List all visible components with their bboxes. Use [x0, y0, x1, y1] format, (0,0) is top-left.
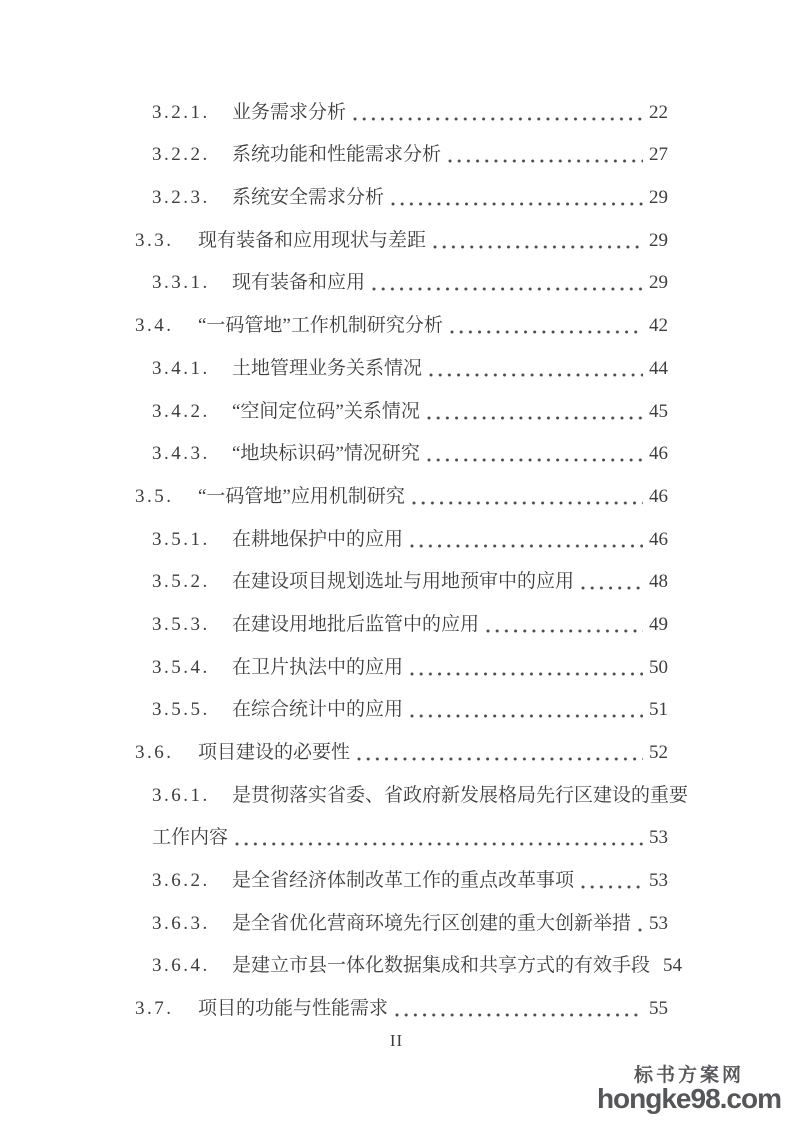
toc-entry-number: 3.6.4. — [152, 955, 210, 977]
toc-entry-title: 土地管理业务关系情况 — [232, 357, 423, 379]
toc-entry-page-number: 46 — [649, 485, 668, 507]
toc-entry — [135, 253, 668, 296]
toc-entry — [135, 936, 683, 979]
toc-entry-number: 3.5.3. — [152, 613, 210, 635]
toc-entry-page-number: 54 — [663, 955, 683, 977]
toc-entry-number: 3.6.2. — [152, 870, 210, 892]
toc-entry-title: “空间定位码”关系情况 — [232, 400, 420, 422]
toc-entry-title: 现有装备和应用 — [232, 272, 366, 294]
toc-entry-page-number: 29 — [649, 272, 668, 294]
toc-entry — [135, 82, 668, 125]
toc-entry-number: 3.4.3. — [152, 443, 210, 465]
toc-entry-page-number: 22 — [649, 101, 668, 123]
toc-entry-title: 业务需求分析 — [232, 101, 347, 123]
toc-entry-page-number: 45 — [649, 400, 668, 422]
toc-entry — [135, 509, 668, 552]
toc-entry-title: 系统功能和性能需求分析 — [232, 144, 442, 166]
watermark-site-name: 标书方案网 — [633, 1065, 744, 1087]
toc-entry — [135, 381, 668, 424]
toc-dot-leader — [357, 756, 643, 762]
toc-entry-continuation — [135, 808, 668, 851]
toc-entry-number: 3.5.5. — [152, 699, 210, 721]
toc-entry-title: 在卫片执法中的应用 — [232, 656, 404, 678]
toc-dot-leader — [395, 1012, 643, 1018]
toc-entry-title: 在建设项目规划选址与用地预审中的应用 — [232, 571, 575, 593]
toc-entry-title: 项目建设的必要性 — [198, 742, 351, 763]
toc-entry-page-number: 29 — [649, 187, 668, 209]
toc-dot-leader — [410, 713, 643, 719]
toc-entry-number: 3.3. — [135, 229, 174, 251]
toc-entry-number: 3.2.3. — [152, 187, 210, 209]
toc-entry — [135, 338, 668, 381]
toc-entry-page-number: 55 — [649, 998, 668, 1020]
toc-entry-page-number: 44 — [649, 357, 668, 379]
toc-entry-title: “地块标识码”情况研究 — [232, 443, 420, 465]
toc-entry-page-number: 53 — [649, 912, 668, 934]
toc-entry-number: 3.6.1. — [152, 784, 210, 806]
toc-entry-title: 是全省经济体制改革工作的重点改革事项 — [232, 870, 575, 892]
toc-entry-title: 在耕地保护中的应用 — [232, 528, 404, 550]
toc-entry-number: 3.6.3. — [152, 912, 210, 934]
toc-entry — [135, 125, 668, 168]
toc-dot-leader — [410, 543, 643, 549]
toc-entry-page-number: 46 — [649, 528, 668, 550]
toc-entry-page-number: 50 — [649, 656, 668, 678]
footer-page-number: II — [389, 1031, 404, 1050]
toc-entry — [135, 893, 668, 936]
toc-entry-title: 项目的功能与性能需求 — [198, 998, 389, 1020]
toc-dot-leader — [427, 457, 643, 463]
toc-entry — [135, 295, 668, 338]
toc-entry-title: 是建立市县一体化数据集成和共享方式的有效手段 — [232, 955, 651, 977]
toc-entry-title-continued: 工作内容 — [152, 827, 229, 849]
toc-entry-number: 3.4. — [135, 315, 174, 337]
toc-entry-page-number: 29 — [649, 229, 668, 251]
toc-entry — [135, 765, 689, 808]
toc-dot-leader — [581, 585, 643, 591]
toc-entry — [135, 637, 668, 680]
toc-entry-title: 是贯彻落实省委、省政府新发展格局先行区建设的重要 — [232, 784, 689, 806]
toc-entry — [135, 552, 668, 595]
table-of-contents — [135, 82, 689, 1021]
toc-entry-number: 3.5.4. — [152, 656, 210, 678]
toc-dot-leader — [448, 158, 643, 164]
toc-entry-number: 3.5.1. — [152, 528, 210, 550]
toc-entry-title: “一码管地”工作机制研究分析 — [198, 315, 443, 337]
toc-dot-leader — [410, 671, 643, 677]
toc-dot-leader — [412, 500, 643, 506]
toc-entry-number: 3.4.1. — [152, 357, 210, 379]
toc-entry-page-number: 42 — [649, 315, 668, 337]
toc-dot-leader — [372, 286, 643, 292]
toc-entry — [135, 167, 668, 210]
toc-dot-leader — [235, 841, 643, 847]
toc-entry-number: 3.2.1. — [152, 101, 210, 123]
toc-entry — [135, 850, 668, 893]
toc-dot-leader — [638, 927, 643, 933]
toc-dot-leader — [486, 628, 643, 634]
toc-entry-number: 3.5. — [135, 485, 174, 507]
toc-entry-number: 3.5.2. — [152, 571, 210, 593]
toc-dot-leader — [581, 884, 643, 890]
toc-entry-title: 在综合统计中的应用 — [232, 699, 404, 721]
toc-dot-leader — [429, 372, 643, 378]
toc-entry — [135, 594, 668, 637]
watermark-site-url: hongke98.com — [596, 1083, 781, 1115]
toc-entry-title: 现有装备和应用现状与差距 — [198, 229, 427, 251]
toc-entry-page-number: 52 — [649, 742, 668, 763]
toc-dot-leader — [391, 201, 643, 207]
toc-entry-title: 是全省优化营商环境先行区创建的重大创新举措 — [232, 912, 632, 934]
toc-entry-number: 3.4.2. — [152, 400, 210, 422]
toc-entry — [135, 424, 668, 467]
toc-entry — [135, 466, 668, 509]
toc-entry-page-number: 53 — [649, 870, 668, 892]
toc-entry-title: 在建设用地批后监管中的应用 — [232, 613, 480, 635]
toc-entry — [135, 210, 668, 253]
toc-entry-page-number: 51 — [649, 699, 668, 721]
toc-dot-leader — [450, 329, 643, 335]
toc-dot-leader — [353, 116, 643, 122]
toc-entry-number: 3.3.1. — [152, 272, 210, 294]
toc-entry-page-number: 49 — [649, 613, 668, 635]
toc-entry-number: 3.6. — [135, 742, 174, 763]
toc-dot-leader — [427, 415, 643, 421]
toc-entry-title: “一码管地”应用机制研究 — [198, 485, 405, 507]
toc-entry-page-number: 53 — [649, 827, 668, 849]
watermark-logo — [597, 1066, 781, 1114]
toc-entry-page-number: 27 — [649, 144, 668, 166]
toc-entry-page-number: 46 — [649, 443, 668, 465]
toc-entry-number: 3.7. — [135, 998, 174, 1020]
toc-entry-number: 3.2.2. — [152, 144, 210, 166]
toc-dot-leader — [433, 244, 643, 250]
toc-entry — [135, 680, 668, 723]
toc-entry-title: 系统安全需求分析 — [232, 187, 385, 209]
toc-entry — [135, 978, 668, 1021]
toc-entry-page-number: 48 — [649, 571, 668, 593]
toc-entry — [135, 722, 668, 765]
